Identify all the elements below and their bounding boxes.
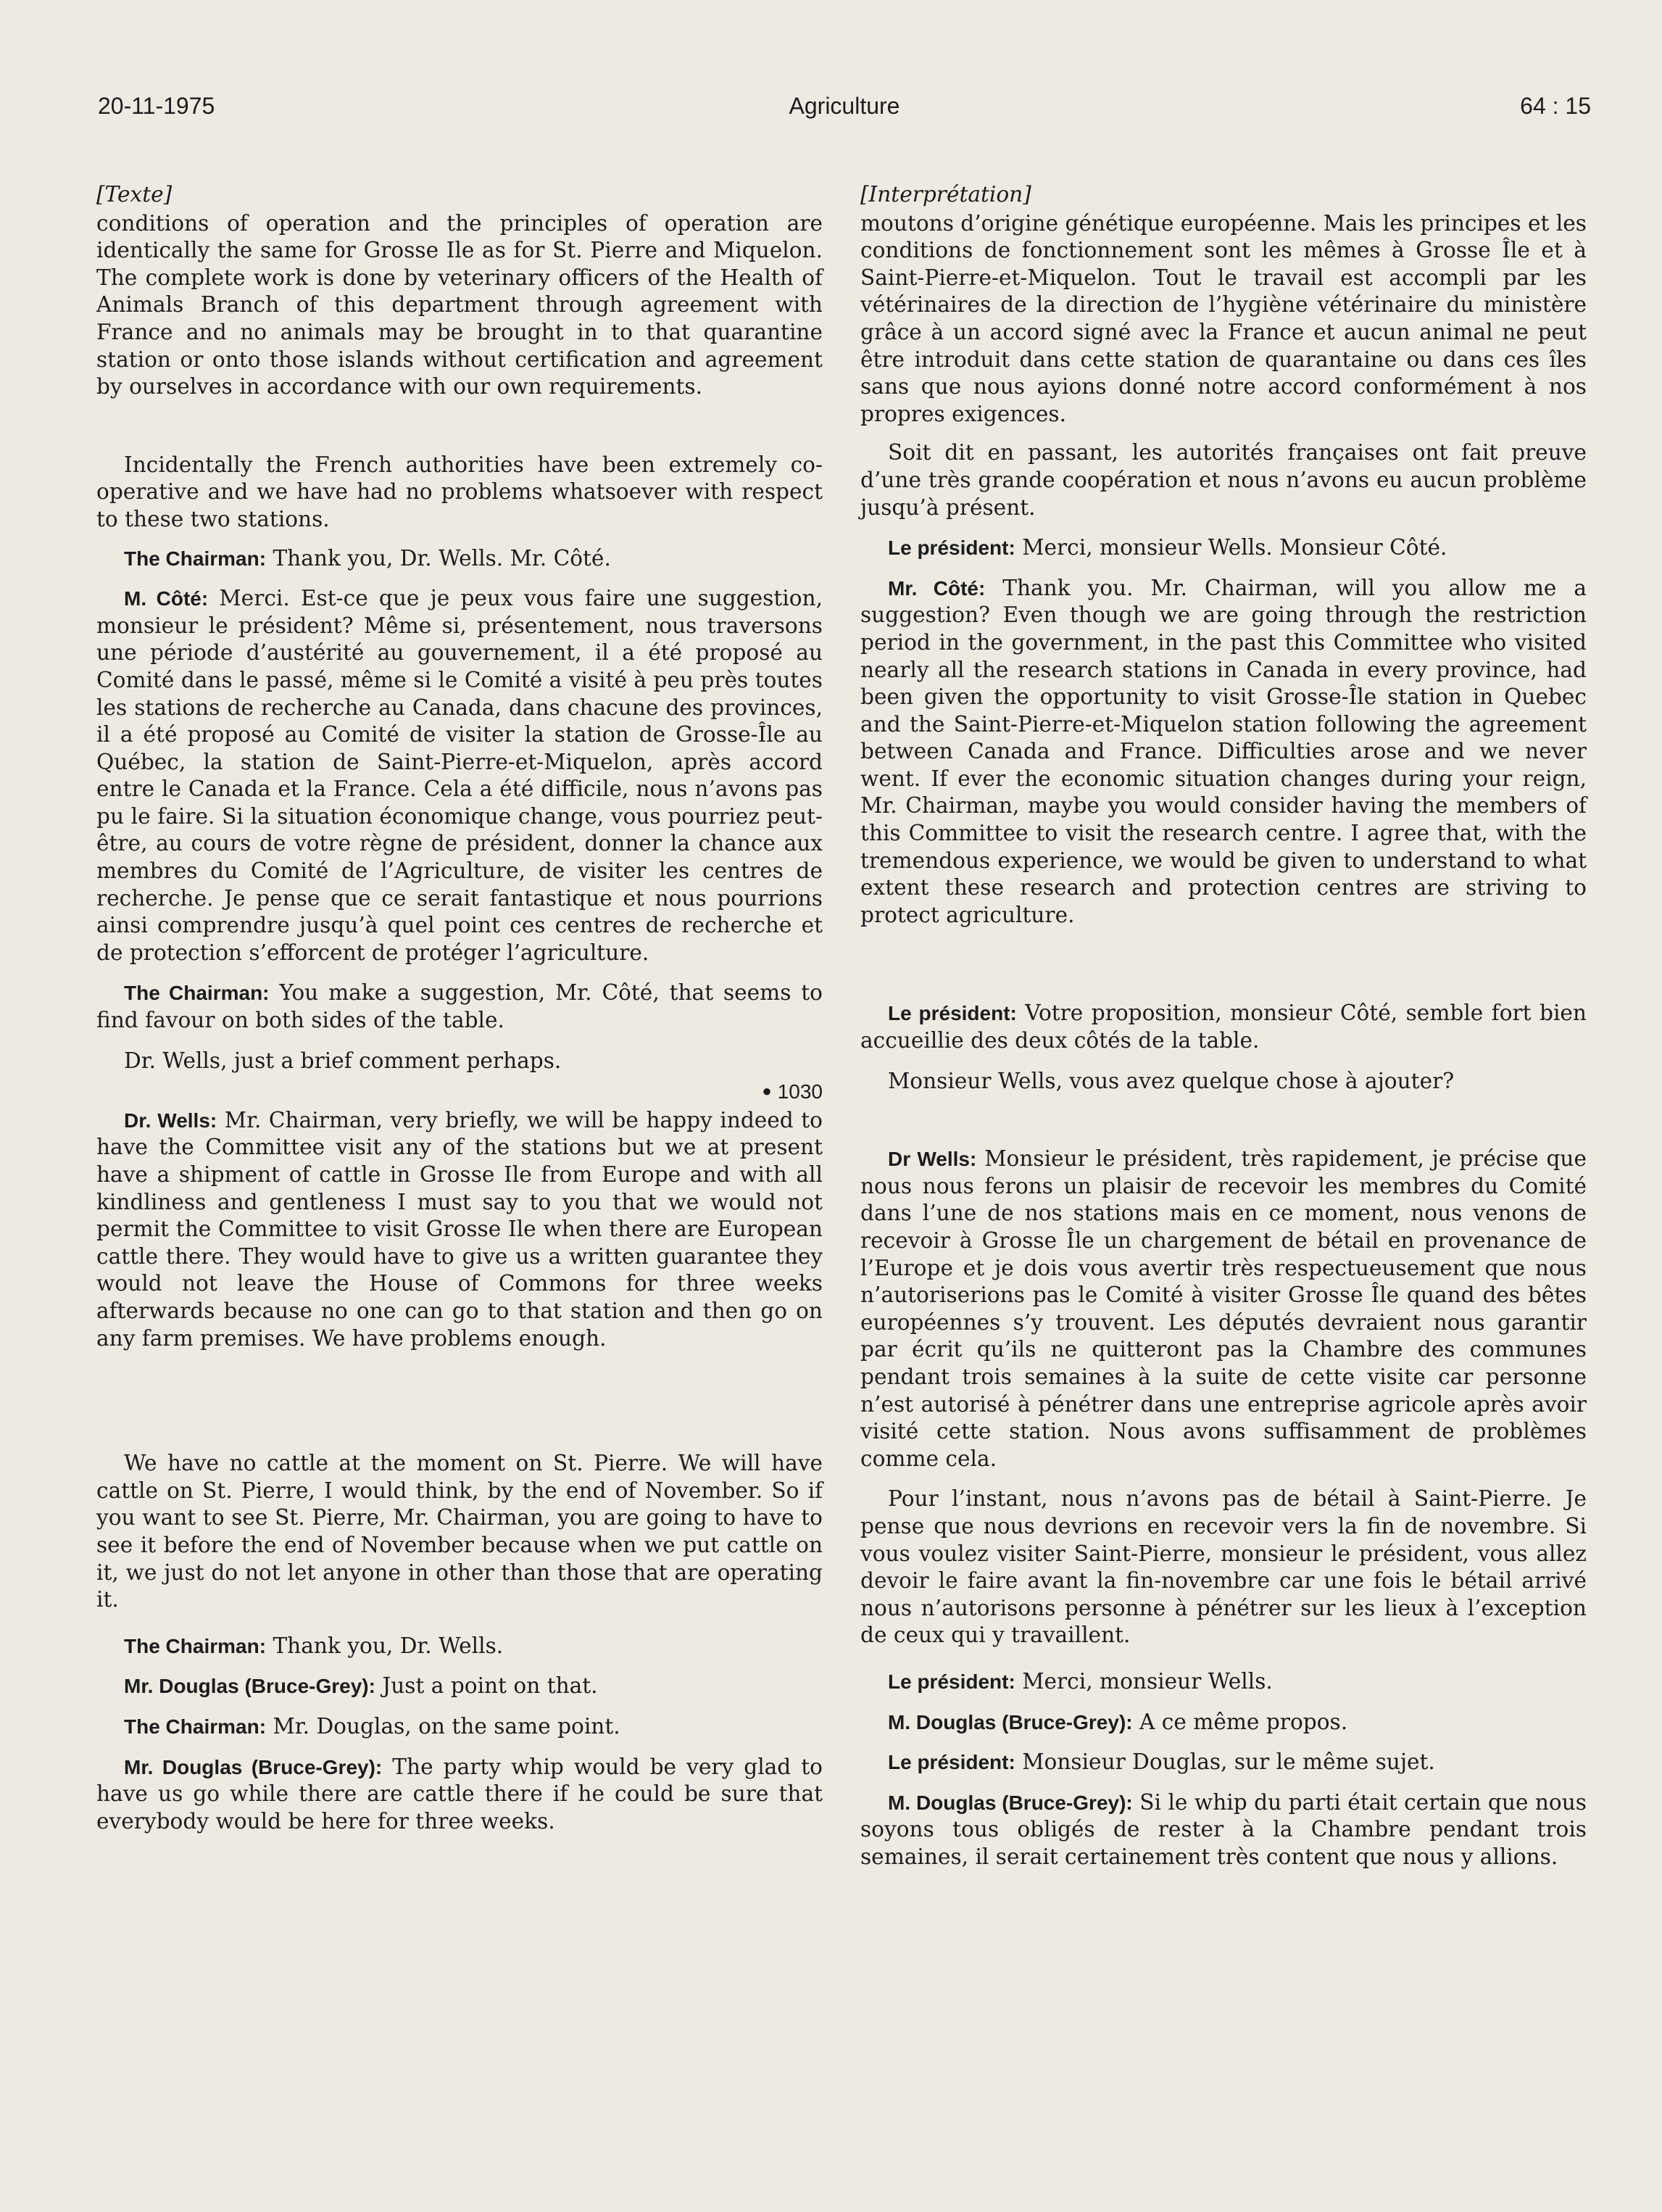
- speech-text: You make a suggestion, Mr. Côté, that seems to find favour on both sides of the table.: [96, 980, 823, 1033]
- right-language-tag: [Interprétation]: [860, 182, 1031, 207]
- left-paragraph-10: [96, 1673, 823, 1700]
- left-paragraph-3: [96, 545, 823, 573]
- header-date: 20-11-1975: [98, 93, 215, 119]
- right-paragraph-9: [860, 1668, 1587, 1696]
- speaker-name: M. Douglas (Bruce-Grey):: [888, 1710, 1133, 1733]
- speech-text: Monsieur Douglas, sur le même sujet.: [1015, 1749, 1435, 1775]
- time-marker-value: 1030: [777, 1080, 823, 1103]
- speech-text: Thank you. Mr. Chairman, will you allow me a suggestion? Even though we are going through the restriction period in the government, in the past this Committee who visited nearly all the research stations in Canada in every province, had been given the opportunity to visit Grosse-Île station in Quebec and the Saint-Pierre-et-Miquelon station following the agreement between Canada and France. Difficulties arose and we never went. If ever the economic situation changes during your reign, Mr. Chairman, maybe you would consider having the members of this Committee to visit the research centre. I agree that, with the tremendous experience, we would be given to understand to what extent these research and protection centres are striving to protect agriculture.: [860, 575, 1587, 927]
- speech-text: The party whip would be very glad to have us go while there are cattle there if he could be sure that everybody would be here for three weeks.: [96, 1754, 823, 1834]
- right-paragraph-5: [860, 1000, 1587, 1054]
- right-paragraph-7: [860, 1146, 1587, 1472]
- speech-text: Mr. Douglas, on the same point.: [266, 1713, 620, 1739]
- right-paragraph-1: moutons d’origine génétique européenne. Mais les principes et les conditions de fonctionnement sont les mêmes à Grosse Île et à Saint-Pierre-et-Miquelon. Tout le travail est accompli par les vétérinaires de la direction de l’hygiène vétérinaire du ministère grâce à un accord signé avec la France et aucun animal ne peut être introduit dans cette station de quarantaine ou dans ces îles sans que nous ayions donné notre accord conformément à nos propres exigences.: [860, 210, 1587, 426]
- speaker-name: Le président:: [888, 1751, 1015, 1774]
- speech-text: Mr. Chairman, very briefly, we will be happy indeed to have the Committee visit any of the stations but we at present have a shipment of cattle in Grosse Ile from Europe and with all kindliness and gentleness I must say to you that we would not permit the Committee to visit Grosse Ile when there are European cattle there. They would have to give us a written guarantee they would not leave the House of Commons for three weeks afterwards because no one can go to that station and then go on any farm premises. We have problems enough.: [96, 1107, 823, 1351]
- right-paragraph-12: [860, 1789, 1587, 1871]
- right-paragraph-10: [860, 1709, 1587, 1736]
- speaker-name: The Chairman:: [124, 1634, 267, 1657]
- left-paragraph-5: [96, 979, 823, 1034]
- speech-text: Monsieur le président, très rapidement, je précise que nous nous ferons un plaisir de recevoir les membres du Comité dans l’une de nos stations mais en ce moment, nous venons de recevoir à Grosse Île un chargement de bétail en provenance de l’Europe et je dois vous avertir très respectueusement que nous n’autoriserions pas le Comité à visiter Grosse Île quand des bêtes européennes s’y trouvent. Les députés devraient nous garantir par écrit qu’ils ne quitteront pas la Chambre des communes pendant trois semaines à la suite de cette visite car personne n’est autorisé à pénétrer dans une entreprise agricole après avoir visité cette station. Nous avons suffisamment de problèmes comme cela.: [860, 1146, 1587, 1471]
- right-paragraph-11: [860, 1749, 1587, 1776]
- speaker-name: Mr. Douglas (Bruce-Grey):: [124, 1675, 375, 1698]
- speech-text: Merci. Est-ce que je peux vous faire une suggestion, monsieur le président? Même si, présentement, nous traversons une période d’austérité au gouvernement, il a été proposé au Comité dans le passé, même si le Comité a visité à peu près toutes les stations de recherche au Canada, dans chacune des provinces, il a été proposé au Comité de visiter la station de Grosse-Île au Québec, la station de Saint-Pierre-et-Miquelon, après accord entre le Canada et la France. Cela a été difficile, nous n’avons pas pu le faire. Si la situation économique change, vous pourriez peut-être, au cours de votre règne de président, donner la chance aux membres du Comité de l’Agriculture, de visiter les centres de recherche. Je pense que ce serait fantastique et nous pourrions ainsi comprendre jusqu’à quel point ces centres de recherche et de protection s’efforcent de protéger l’agriculture.: [96, 586, 823, 965]
- speech-text: Merci, monsieur Wells.: [1015, 1668, 1273, 1694]
- speaker-name: Mr. Côté:: [888, 576, 986, 600]
- right-paragraph-3: [860, 534, 1587, 562]
- right-paragraph-6: Monsieur Wells, vous avez quelque chose à ajouter?: [888, 1068, 1455, 1093]
- speaker-name: Dr Wells:: [888, 1148, 977, 1171]
- speech-text: Si le whip du parti était certain que nous soyons tous obligés de rester à la Chambre pendant trois semaines, il serait certainement très content que nous y allions.: [860, 1789, 1587, 1869]
- speaker-name: The Chairman:: [124, 547, 267, 570]
- left-paragraph-6: Dr. Wells, just a brief comment perhaps.: [124, 1048, 562, 1073]
- left-language-tag: [Texte]: [96, 182, 173, 207]
- header-page-number: 64 : 15: [1520, 93, 1591, 119]
- speech-text: Just a point on that.: [375, 1673, 598, 1699]
- speech-text: Thank you, Dr. Wells. Mr. Côté.: [266, 545, 611, 571]
- page-header: [98, 93, 1591, 129]
- right-paragraph-8: Pour l’instant, nous n’avons pas de bétail à Saint-Pierre. Je pense que nous devrions en recevoir vers la fin de novembre. Si vous voulez visiter Saint-Pierre, monsieur le président, vous allez devoir le faire avant la fin-novembre car une fois le bétail arrivé nous n’autorisons personne à pénétrer sur les lieux à l’exception de ceux qui y travaillent.: [860, 1486, 1587, 1648]
- right-paragraph-4: [860, 575, 1587, 929]
- speaker-name: Le président:: [888, 1002, 1017, 1025]
- right-paragraph-2: Soit dit en passant, les autorités françaises ont fait preuve d’une très grande coopération et nous n’avons eu aucun problème jusqu’à présent.: [860, 440, 1587, 520]
- left-paragraph-9: [96, 1633, 823, 1660]
- left-paragraph-11: [96, 1713, 823, 1741]
- time-marker: [96, 1077, 823, 1106]
- left-column: [96, 181, 823, 1835]
- header-title: Agriculture: [789, 93, 900, 119]
- speech-text: A ce même propos.: [1132, 1709, 1348, 1734]
- speaker-name: Le président:: [888, 537, 1015, 560]
- speaker-name: Dr. Wells:: [124, 1109, 217, 1132]
- left-paragraph-7: [96, 1107, 823, 1352]
- left-paragraph-4: [96, 585, 823, 966]
- speaker-name: M. Côté:: [124, 587, 209, 610]
- speech-text: Merci, monsieur Wells. Monsieur Côté.: [1015, 535, 1447, 560]
- left-paragraph-1: conditions of operation and the principles of operation are identically the same for Grosse Ile as for St. Pierre and Miquelon. The complete work is done by veterinary officers of the Health of Animals Branch of this department through agreement with France and no animals may be brought in to that quarantine station or onto those islands without certification and agreement by ourselves in accordance with our own requirements.: [96, 210, 823, 399]
- left-paragraph-2: Incidentally the French authorities have been extremely co-operative and we have had no problems whatsoever with respect to these two stations.: [96, 452, 823, 531]
- speaker-name: The Chairman:: [124, 982, 270, 1005]
- speaker-name: The Chairman:: [124, 1715, 267, 1738]
- speaker-name: M. Douglas (Bruce-Grey):: [888, 1791, 1133, 1814]
- speaker-name: Mr. Douglas (Bruce-Grey):: [124, 1755, 383, 1778]
- left-paragraph-8: We have no cattle at the moment on St. Pierre. We will have cattle on St. Pierre, I would think, by the end of November. So if you want to see St. Pierre, Mr. Chairman, you are going to have to see it before the end of November because when we put cattle on it, we just do not let anyone in other than those that are operating it.: [96, 1451, 823, 1612]
- speech-text: Thank you, Dr. Wells.: [266, 1633, 504, 1658]
- speaker-name: Le président:: [888, 1670, 1015, 1693]
- bullet-icon: ●: [762, 1082, 772, 1101]
- left-paragraph-12: [96, 1754, 823, 1836]
- right-column: [860, 181, 1587, 1871]
- speech-text: Votre proposition, monsieur Côté, semble fort bien accueillie des deux côtés de la table.: [860, 1001, 1587, 1053]
